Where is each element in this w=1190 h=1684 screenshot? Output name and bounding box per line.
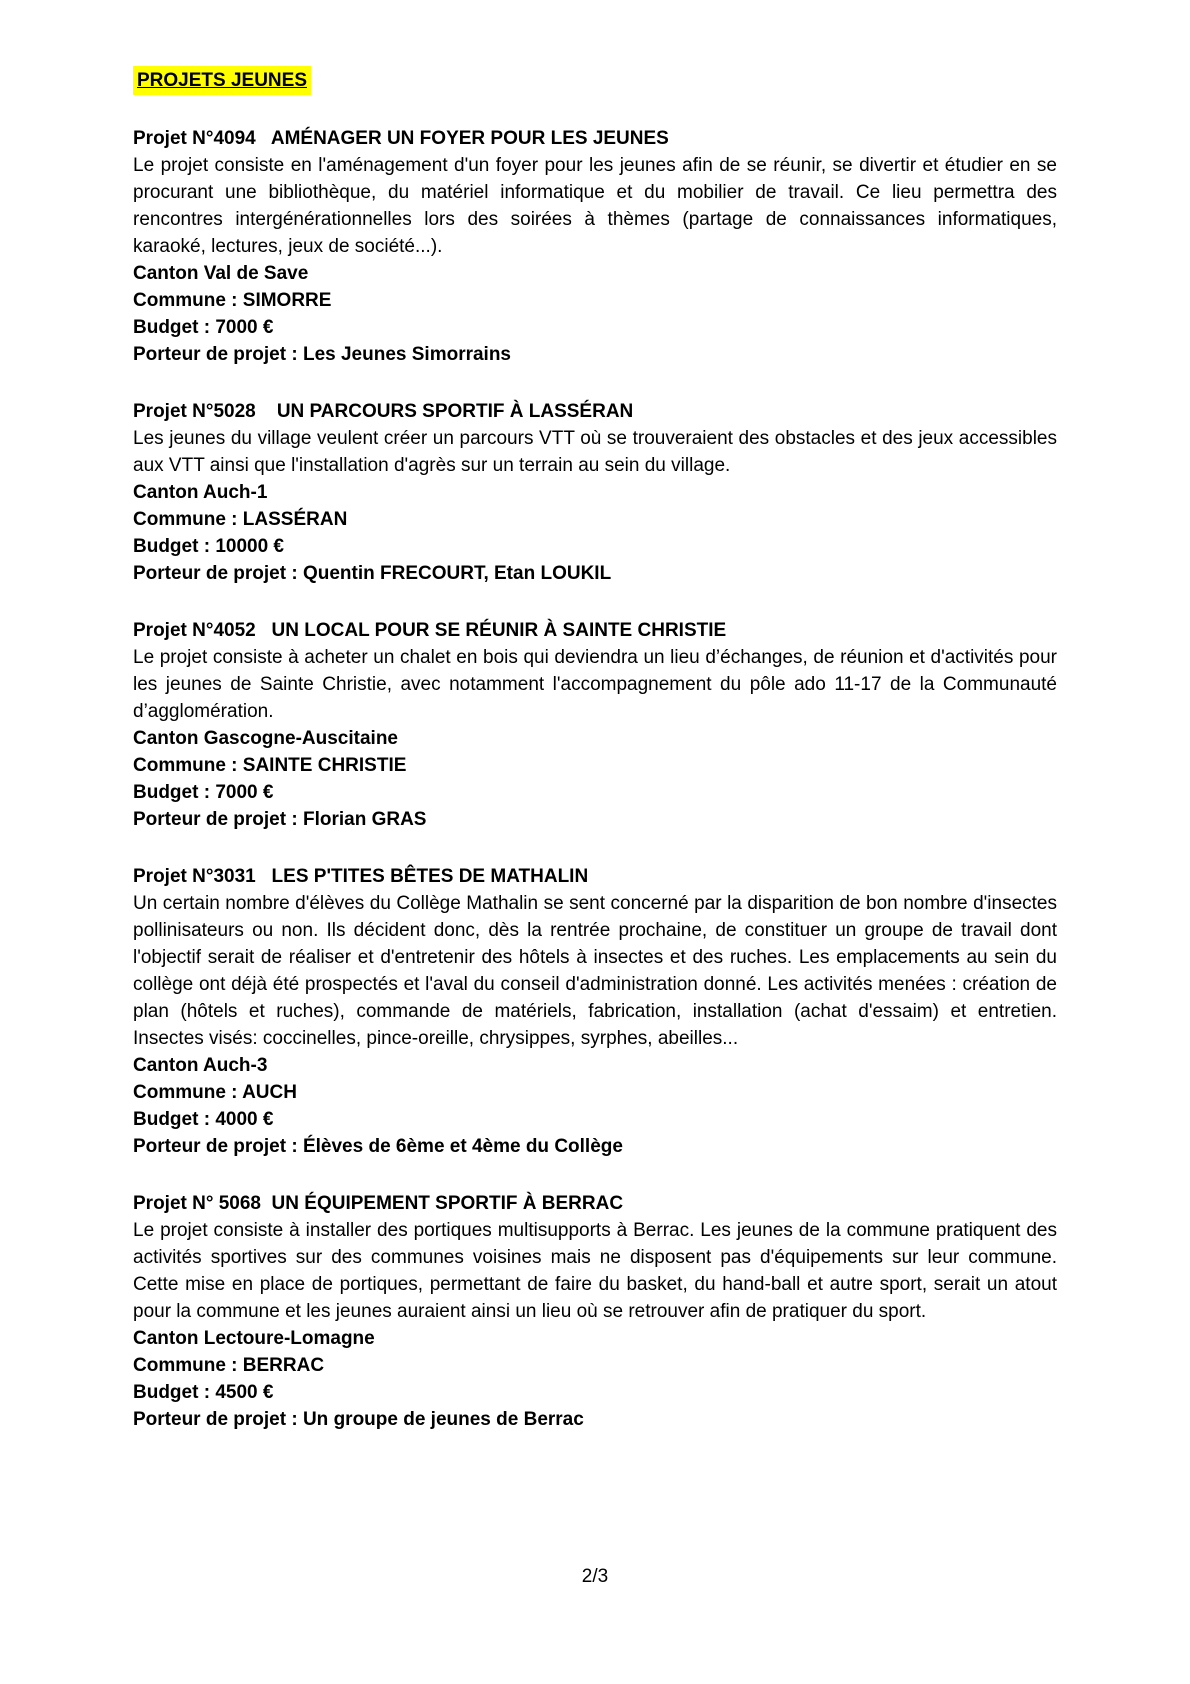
project-description: Un certain nombre d'élèves du Collège Mathalin se sent concerné par la disparition de bon nombre d'insectes pollinisateurs ou non. Ils décident donc, dès la rentrée prochaine, de constituer un groupe de travail dont l'objectif serait de réaliser et d'entretenir des hôtels à insectes et des ruches. Les emplacements au sein du collège ont déjà été prospectés et l'aval du conseil d'administration donné. Les activités menées : création de plan (hôtels et ruches), commande de matériels, fabrication, installation (achat d'essaim) et entretien. Insectes visés: coccinelles, pince-oreille, chrysippes, syrphes, abeilles... xyxy=(133,893,1057,1049)
project-canton: Canton Lectoure-Lomagne xyxy=(133,1328,375,1349)
project-block-4052 xyxy=(133,617,1057,833)
project-commune: Commune : SAINTE CHRISTIE xyxy=(133,755,407,776)
project-budget: Budget : 4000 € xyxy=(133,1109,274,1130)
project-porteur: Porteur de projet : Florian GRAS xyxy=(133,809,427,830)
page-footer xyxy=(0,1563,1190,1590)
project-heading: Projet N°5028 UN PARCOURS SPORTIF À LASSÉRAN xyxy=(133,401,634,422)
project-budget: Budget : 7000 € xyxy=(133,317,274,338)
page-number: 2/3 xyxy=(581,1566,609,1587)
project-porteur: Porteur de projet : Élèves de 6ème et 4ème du Collège xyxy=(133,1136,623,1157)
project-block-5028 xyxy=(133,398,1057,587)
project-porteur: Porteur de projet : Un groupe de jeunes de Berrac xyxy=(133,1409,584,1430)
project-budget: Budget : 4500 € xyxy=(133,1382,274,1403)
project-commune: Commune : LASSÉRAN xyxy=(133,509,348,530)
document-header xyxy=(133,66,1057,95)
project-budget: Budget : 10000 € xyxy=(133,536,284,557)
project-canton: Canton Auch-3 xyxy=(133,1055,268,1076)
project-description: Le projet consiste à acheter un chalet en bois qui deviendra un lieu d’échanges, de réunion et d'activités pour les jeunes de Sainte Christie, avec notamment l'accompagnement du pôle ado 11-17 de la Communauté d’agglomération. xyxy=(133,647,1057,722)
project-heading: Projet N°3031 LES P'TITES BÊTES DE MATHALIN xyxy=(133,866,589,887)
project-block-3031 xyxy=(133,863,1057,1160)
project-porteur: Porteur de projet : Quentin FRECOURT, Etan LOUKIL xyxy=(133,563,612,584)
project-block-5068 xyxy=(133,1190,1057,1433)
project-block-4094 xyxy=(133,125,1057,368)
project-canton: Canton Val de Save xyxy=(133,263,309,284)
page-title: PROJETS JEUNES xyxy=(133,66,311,95)
project-heading: Projet N°4094 AMÉNAGER UN FOYER POUR LES JEUNES xyxy=(133,128,669,149)
project-canton: Canton Gascogne-Auscitaine xyxy=(133,728,398,749)
project-porteur: Porteur de projet : Les Jeunes Simorrains xyxy=(133,344,511,365)
project-canton: Canton Auch-1 xyxy=(133,482,268,503)
project-commune: Commune : BERRAC xyxy=(133,1355,325,1376)
project-description: Le projet consiste en l'aménagement d'un foyer pour les jeunes afin de se réunir, se divertir et étudier en se procurant une bibliothèque, du matériel informatique et du mobilier de travail. Ce lieu permettra des rencontres intergénérationnelles lors des soirées à thèmes (partage de connaissances informatiques, karaoké, lectures, jeux de société...). xyxy=(133,155,1057,257)
project-budget: Budget : 7000 € xyxy=(133,782,274,803)
project-description: Le projet consiste à installer des portiques multisupports à Berrac. Les jeunes de la commune pratiquent des activités sportives sur des communes voisines mais ne disposent pas d'équipements sur leur commune. Cette mise en place de portiques, permettant de faire du basket, du hand-ball et autre sport, serait un atout pour la commune et les jeunes auraient ainsi un lieu où se retrouver afin de pratiquer du sport. xyxy=(133,1220,1057,1322)
project-commune: Commune : SIMORRE xyxy=(133,290,332,311)
project-heading: Projet N°4052 UN LOCAL POUR SE RÉUNIR À SAINTE CHRISTIE xyxy=(133,620,727,641)
project-commune: Commune : AUCH xyxy=(133,1082,297,1103)
project-description: Les jeunes du village veulent créer un parcours VTT où se trouveraient des obstacles et des jeux accessibles aux VTT ainsi que l'installation d'agrès sur un terrain au sein du village. xyxy=(133,428,1057,476)
project-heading: Projet N° 5068 UN ÉQUIPEMENT SPORTIF À BERRAC xyxy=(133,1193,624,1214)
